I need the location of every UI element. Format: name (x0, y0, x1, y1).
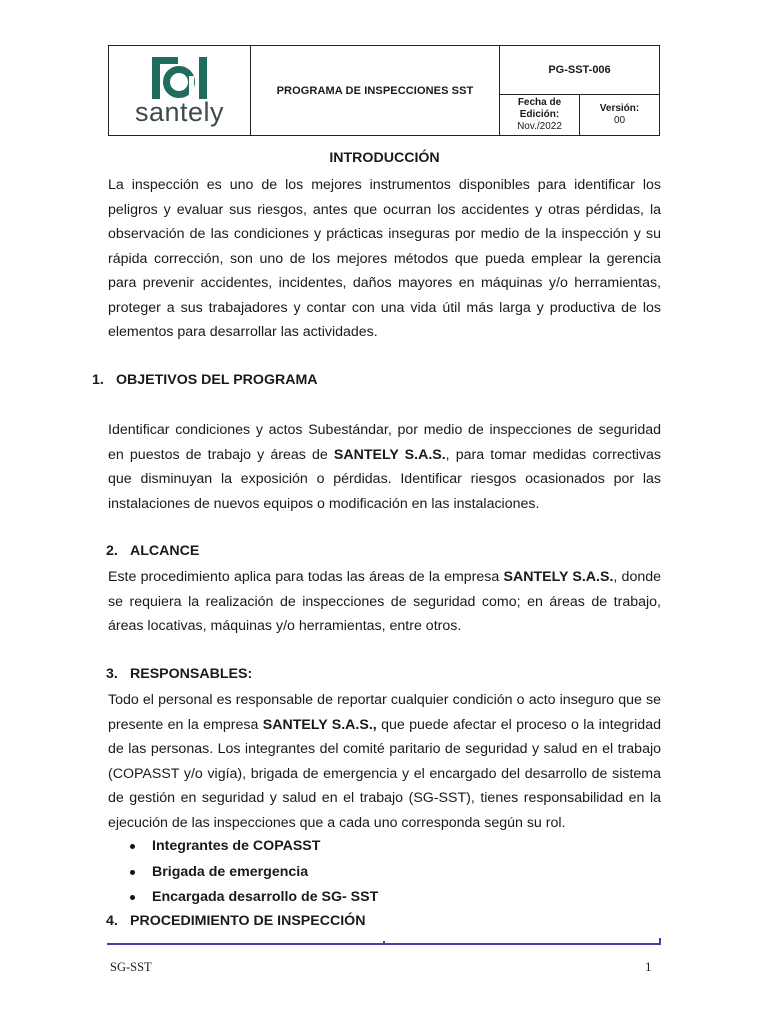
edition-label: Fecha de Edición: (517, 97, 562, 120)
company-name: SANTELY S.A.S., (262, 716, 377, 733)
responsables-list (128, 834, 378, 911)
section-2-heading (106, 543, 199, 559)
footer-divider-tick (659, 938, 661, 945)
bullet-icon (130, 895, 135, 900)
section-3-paragraph: Todo el personal es responsable de reportar cualquier condición o acto inseguro que se presente en la empresa SANTELY S.A.S., que puede afectar el proceso o la integridad de las personas. Los integrantes del comité paritario de seguridad y salud en el trabajo (COPASST y/o vigía), brigada de emergencia y el encargado del desarrollo de sistema de gestión en seguridad y salud en el trabajo (SG-SST), tienes responsabilidad en la ejecución de las inspecciones que a cada uno corresponda según su rol. (108, 692, 661, 831)
section-3-number: 3. (106, 666, 118, 682)
section-3-heading (106, 666, 252, 682)
section-1-paragraph: Identificar condiciones y actos Subestándar, por medio de inspecciones de seguridad en puestos de trabajo y áreas de SANTELY S.A.S., para tomar medidas correctivas que disminuyan la exposición o pérdidas. Identificar riesgos ocasionados por las instalaciones de nuevos equipos o modificación en las instalaciones. (108, 422, 661, 512)
list-item: Brigada de emergencia (128, 860, 378, 886)
version-cell (580, 95, 660, 136)
section-2-paragraph: Este procedimiento aplica para todas las áreas de la empresa SANTELY S.A.S., donde se requiera la realización de inspecciones de seguridad como; en áreas de trabajo, áreas locativas, máquinas y/o herramientas, entre otros. (108, 569, 662, 634)
logo-cell (109, 46, 251, 136)
list-item: Integrantes de COPASST (128, 834, 378, 860)
section-1-number: 1. (92, 372, 104, 388)
section-4-heading (106, 913, 365, 929)
version-value: 00 (613, 115, 626, 126)
section-3-title: RESPONSABLES: (130, 666, 253, 682)
document-header-table (108, 45, 660, 136)
edition-value: Nov./2022 (517, 121, 562, 132)
section-2-title: ALCANCE (130, 543, 200, 559)
list-item: Encargada desarrollo de SG- SST (128, 885, 378, 911)
document-code: PG-SST-006 (500, 46, 660, 95)
footer-divider (107, 943, 661, 945)
bullet-icon (130, 844, 135, 849)
company-name: SANTELY S.A.S. (333, 446, 446, 463)
section-4-number: 4. (106, 913, 118, 929)
company-logo (109, 56, 250, 126)
section-1-title: OBJETIVOS DEL PROGRAMA (116, 372, 318, 388)
footer-label: SG-SST (110, 960, 152, 974)
version-label: Versión: (599, 103, 640, 114)
edition-date-cell (500, 95, 580, 136)
intro-heading: INTRODUCCIÓN (329, 150, 440, 166)
document-title: PROGRAMA DE INSPECCIONES SST (251, 46, 500, 136)
section-4-title: PROCEDIMIENTO DE INSPECCIÓN (130, 913, 366, 929)
company-name: SANTELY S.A.S. (503, 569, 614, 585)
section-2-number: 2. (106, 543, 118, 559)
footer-divider-mark (383, 941, 385, 943)
section-1-heading (92, 372, 318, 388)
bullet-icon (130, 870, 135, 875)
page-number: 1 (645, 959, 652, 974)
logo-mark-icon (150, 56, 210, 100)
logo-wordmark: santely (134, 96, 225, 127)
intro-paragraph: La inspección es uno de los mejores instrumentos disponibles para identificar los peligros y evaluar sus riesgos, antes que ocurran los accidentes y otras pérdidas, la observación de las condiciones y prácticas inseguras por medio de la inspección y su rápida corrección, son uno de los mejores métodos que pueda emplear la gerencia para prevenir accidentes, incidentes, daños mayores en máquinas y/o herramientas, proteger a sus trabajadores y contar con una vida útil más larga y productiva de los elementos para desarrollar las actividades. (108, 177, 661, 340)
